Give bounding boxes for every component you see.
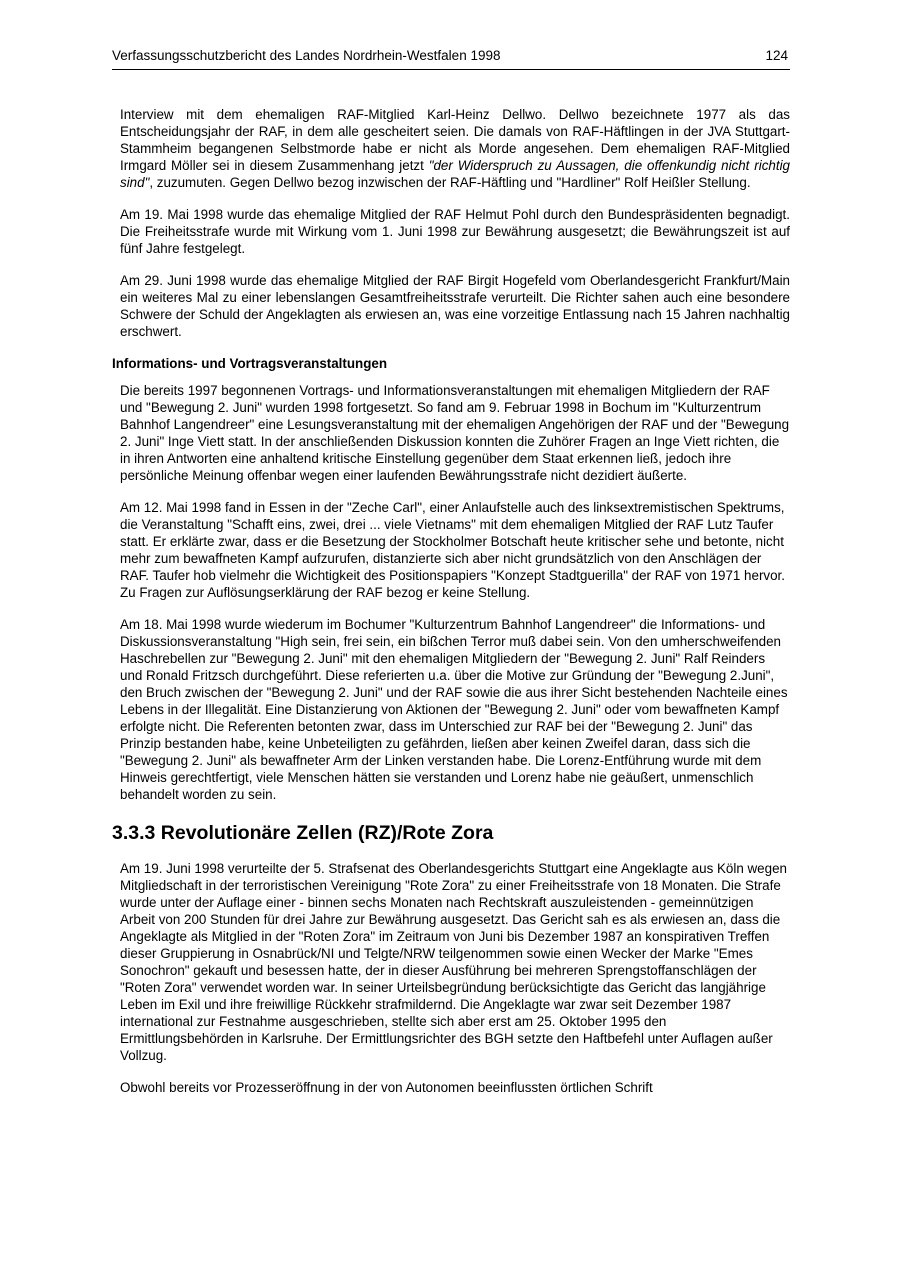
paragraph [112,272,790,340]
page-number: 124 [765,48,788,63]
report-title: Verfassungsschutzbericht des Landes Nordrhein-Westfalen 1998 [112,48,501,63]
quoted-italic-text: "der Widerspruch zu Aussagen, die offenkundig nicht richtig sind" [120,158,790,190]
text-run: , zuzumuten. Gegen Dellwo bezog inzwischen der RAF-Häftling und "Hardliner" Rolf Heißler Stellung. [149,175,751,190]
paragraph [112,382,790,484]
document-body [112,106,790,1096]
text-run: 3.3.3 Revolutionäre Zellen (RZ)/Rote Zora [112,822,494,844]
paragraph [112,499,790,601]
page-header [112,0,790,70]
text-run: Informations- und Vortragsveranstaltungen [112,356,388,371]
sub-heading [112,355,790,372]
paragraph [112,616,790,803]
text-run: Am 18. Mai 1998 wurde wiederum im Bochumer "Kulturzentrum Bahnhof Langendreer" die Informations- und Diskussionsveranstaltung "High sein, frei sein, ein bißchen Terror muß dabei sein. Von den umherschweifenden Haschrebellen zur "Bewegung 2. Juni" mit den ehemaligen Mitgliedern der "Bewegung 2. Juni" Ralf Reinders und Ronald Fritzsch durchgeführt. Diese referierten u.a. über die Motive zur Gründung der "Bewegung 2.Juni", den Bruch zwischen der "Bewegung 2. Juni" und der RAF sowie die aus ihrer Sicht bestehenden Nachteile eines Lebens in der Illegalität. Eine Distanzierung von Aktionen der "Bewegung 2. Juni" oder vom bewaffneten Kampf erfolgte nicht. Die Referenten betonten zwar, dass im Unterschied zur RAF bei der "Bewegung 2. Juni" das Prinzip bestanden habe, keine Unbeteiligten zu gefährden, ließen aber keinen Zweifel daran, dass sich die "Bewegung 2. Juni" als bewaffneter Arm der Linken verstanden habe. Die Lorenz-Entführung wurde mit dem Hinweis gerechtfertigt, viele Menschen hätten sie verstanden und Lorenz habe nie geäußert, unmenschlich behandelt worden zu sein. [120,617,788,802]
paragraph [112,106,790,191]
text-run: Interview mit dem ehemaligen RAF-Mitglied Karl-Heinz Dellwo. Dellwo bezeichnete 1977 als das Entscheidungsjahr der RAF, in dem alle gescheitert seien. Die damals von RAF-Häftlingen in der JVA Stuttgart-Stammheim begangenen Selbstmorde habe er nicht als Morde angesehen. Dem ehemaligen RAF-Mitglied Irmgard Möller sei in diesem Zusammenhang jetzt [120,107,790,173]
text-run: Am 12. Mai 1998 fand in Essen in der "Zeche Carl", einer Anlaufstelle auch des linksextremistischen Spektrums, die Veranstaltung "Schafft eins, zwei, drei ... viele Vietnams" mit dem ehemaligen Mitglied der RAF Lutz Taufer statt. Er erklärte zwar, dass er die Besetzung der Stockholmer Botschaft heute kritischer sehe und betonte, nicht mehr zum bewaffneten Kampf aufzurufen, distanzierte sich aber nicht grundsätzlich von den Anschlägen der RAF. Taufer hob vielmehr die Wichtigkeit des Positionspapiers "Konzept Stadtguerilla" der RAF von 1971 hervor. Zu Fragen zur Auflösungserklärung der RAF bezog er keine Stellung. [120,500,785,600]
text-run: Die bereits 1997 begonnenen Vortrags- und Informationsveranstaltungen mit ehemaligen Mitgliedern der RAF und "Bewegung 2. Juni" wurden 1998 fortgesetzt. So fand am 9. Februar 1998 in Bochum im "Kulturzentrum Bahnhof Langendreer" eine Lesungsveranstaltung mit der ehemaligen Angehörigen der RAF und der "Bewegung 2. Juni" Inge Viett statt. In der anschließenden Diskussion konnten die Zuhörer Fragen an Inge Viett richten, die in ihren Antworten eine anhaltend kritische Einstellung gegenüber dem Staat erkennen ließ, jedoch ihre persönliche Meinung offenbar wegen einer laufenden Bewährungsstrafe nicht dezidiert äußerte. [120,383,790,483]
text-run: Am 19. Juni 1998 verurteilte der 5. Strafsenat des Oberlandesgerichts Stuttgart eine Angeklagte aus Köln wegen Mitgliedschaft in der terroristischen Vereinigung "Rote Zora" zu einer Freiheitsstrafe von 18 Monaten. Die Strafe wurde unter der Auflage einer - binnen sechs Monaten nach Rechtskraft auszuleistenden - gemeinnützigen Arbeit von 200 Stunden für drei Jahre zur Bewährung ausgesetzt. Das Gericht sah es als erwiesen an, dass die Angeklagte als Mitglied in der "Roten Zora" im Zeitraum von Juni bis Dezember 1987 an konspirativen Treffen dieser Gruppierung in Osnabrück/NI und Telgte/NRW teilgenommen sowie einen Wecker der Marke "Emes Sonochron" gekauft und besessen hatte, der in dieser Ausführung bei mehreren Sprengstoffanschlägen der "Roten Zora" verwendet worden war. In seiner Urteilsbegründung berücksichtigte das Gericht das langjährige Leben im Exil und ihre freiwillige Rückkehr strafmildernd. Die Angeklagte war zwar seit Dezember 1987 international zur Festnahme ausgeschrieben, stellte sich aber erst am 25. Oktober 1995 den Ermittlungsbehörden in Karlsruhe. Der Ermittlungsrichter des BGH setzte den Haftbefehl unter Auflagen außer Vollzug. [120,861,787,1063]
text-run: Am 19. Mai 1998 wurde das ehemalige Mitglied der RAF Helmut Pohl durch den Bundespräsidenten begnadigt. Die Freiheitsstrafe wurde mit Wirkung vom 1. Juni 1998 zur Bewährung ausgesetzt; die Bewährungszeit ist auf fünf Jahre festgelegt. [120,207,790,256]
text-run: Am 29. Juni 1998 wurde das ehemalige Mitglied der RAF Birgit Hogefeld vom Oberlandesgericht Frankfurt/Main ein weiteres Mal zu einer lebenslangen Gesamtfreiheitsstrafe verurteilt. Die Richter sahen auch eine besondere Schwere der Schuld der Angeklagten als erwiesen an, was eine vorzeitige Entlassung nach 15 Jahren nachhaltig erschwert. [120,273,790,339]
paragraph [112,206,790,257]
paragraph [112,860,790,1064]
text-run: Obwohl bereits vor Prozesseröffnung in der von Autonomen beeinflussten örtlichen Schrift [120,1080,653,1095]
section-heading [112,822,790,844]
paragraph [112,1079,790,1096]
